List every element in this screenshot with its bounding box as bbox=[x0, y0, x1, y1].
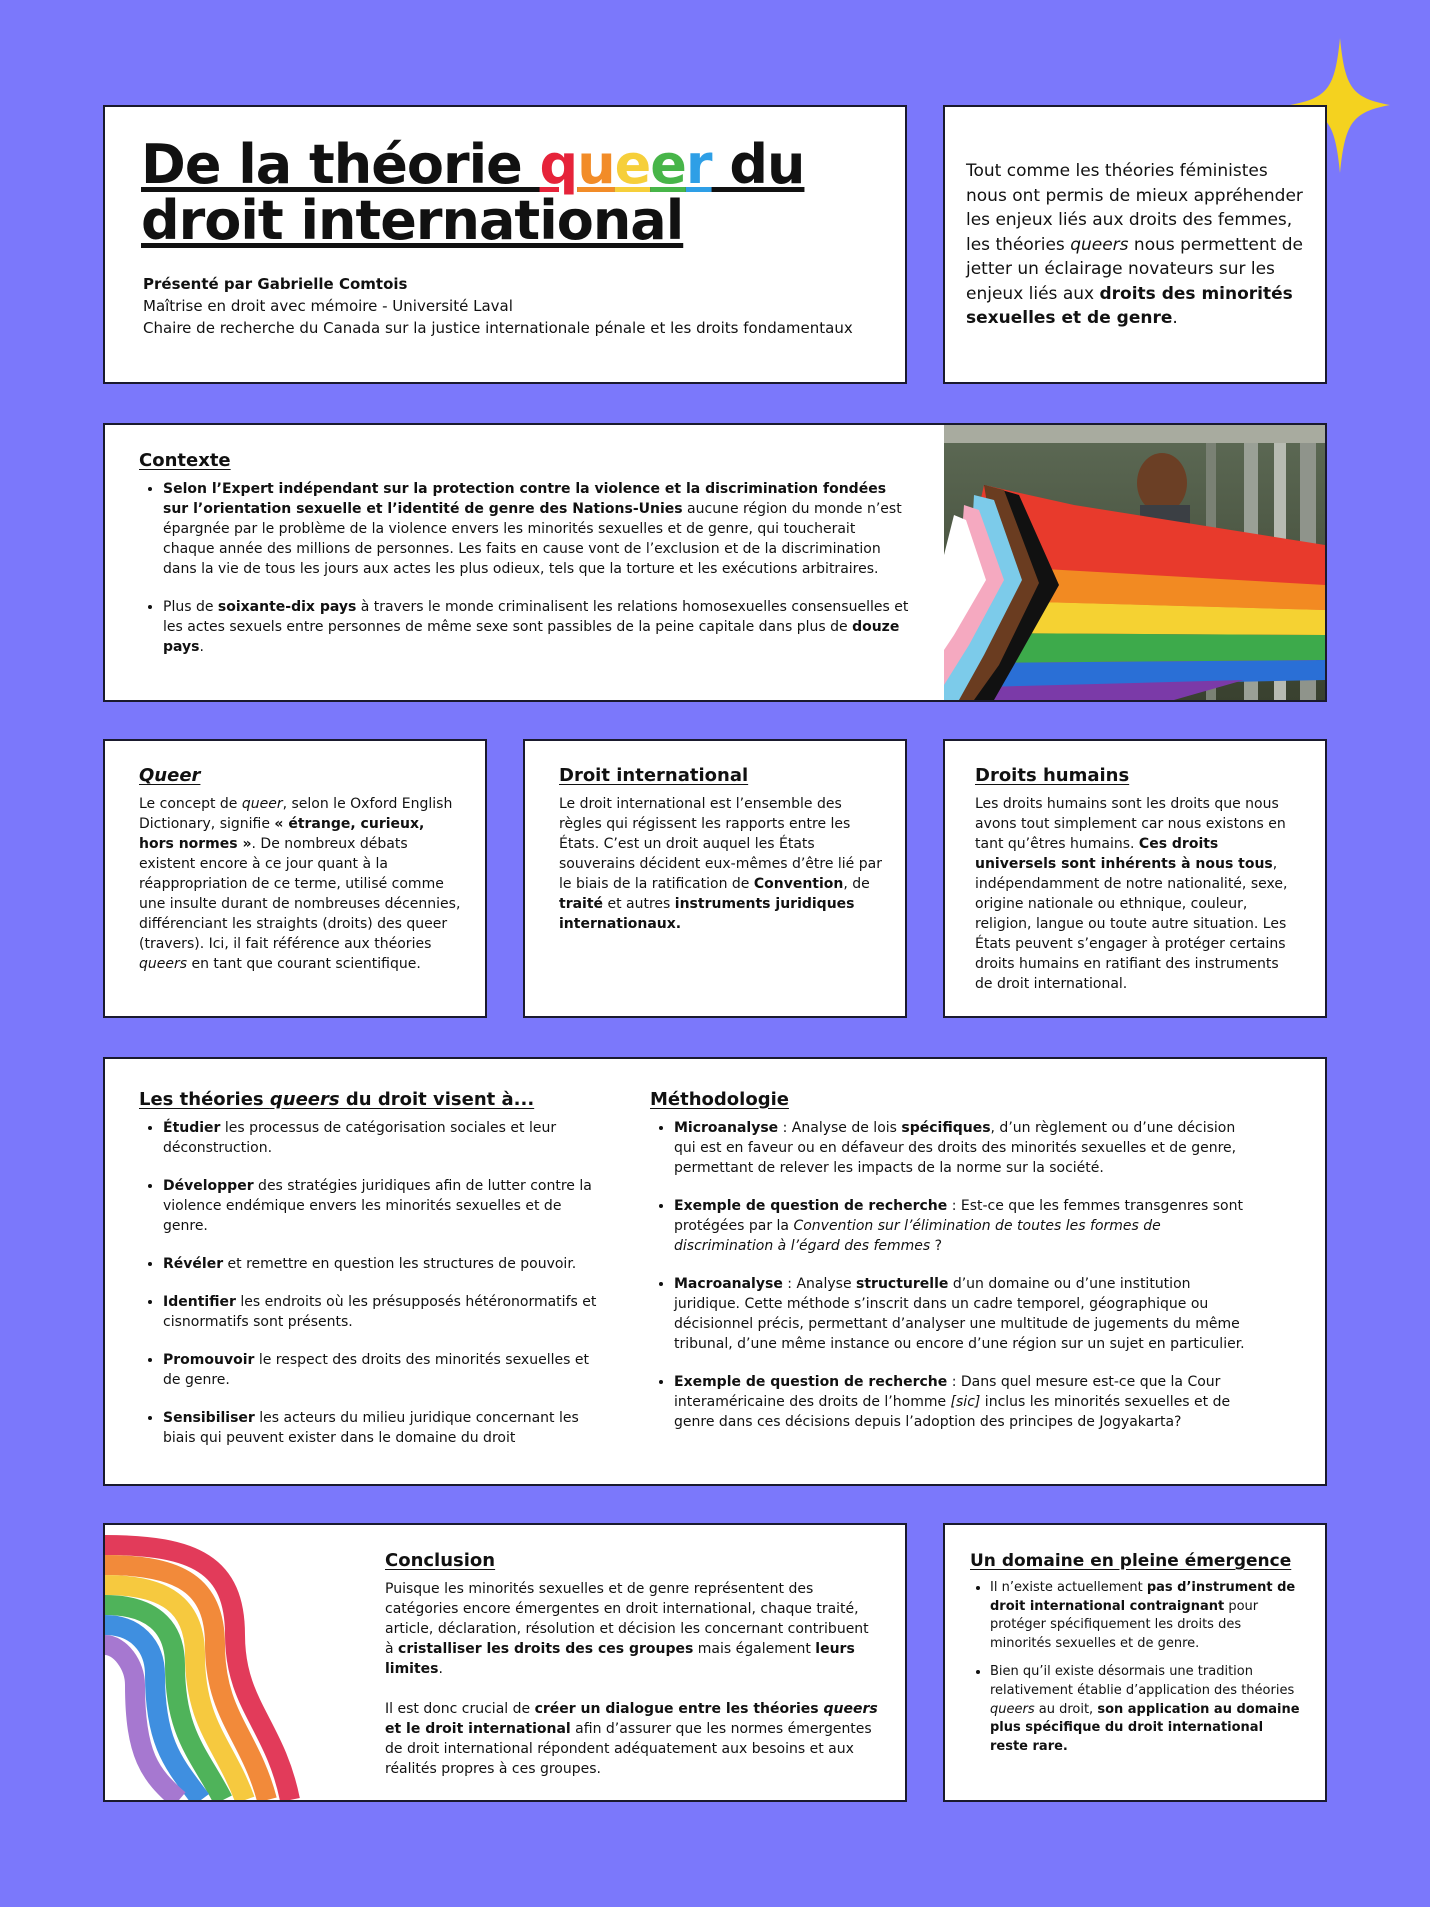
context-item-1-bold: Selon l’Expert indépendant sur la protection contre la violence et la discrimination fondées sur l’orientation sexuelle et l’identité de genre des Nations-Unies bbox=[163, 481, 887, 517]
conclusion-p2-c: queers bbox=[823, 1701, 878, 1717]
presenter-program: Maîtrise en droit avec mémoire - Université Laval bbox=[143, 297, 513, 315]
droit-international-text-4: traité bbox=[559, 896, 604, 912]
aims-item-1-bold: Étudier bbox=[163, 1120, 221, 1136]
methodology-item bbox=[674, 1274, 1260, 1354]
methodology-item-3-c: structurelle bbox=[856, 1276, 949, 1292]
queer-text-5: . De nombreux débats existent encore à ce jour quant à la réappropriation de ce terme, utilisé comme une insulte durant de nombreuses décennies, différenciant les straights (droits) des queer (travers). Ici, il fait référence aux théories bbox=[139, 836, 461, 952]
droits-humains-body bbox=[975, 765, 1300, 994]
emerging-heading: Un domaine en pleine émergence bbox=[970, 1551, 1292, 1571]
aims-methodology-card bbox=[103, 1057, 1327, 1486]
queer-card bbox=[103, 739, 487, 1018]
droits-humains-text bbox=[975, 794, 1300, 994]
conclusion-card bbox=[103, 1523, 907, 1802]
context-item-2-text-a: Plus de bbox=[163, 599, 218, 615]
droits-humains-text-1: Les droits humains sont les droits que nous avons tout simplement car nous existons en tant qu’êtres humains. bbox=[975, 796, 1286, 852]
aims-item-6-bold: Sensibiliser bbox=[163, 1410, 255, 1426]
conclusion-p1-c: mais également bbox=[693, 1641, 816, 1657]
context-item-2-bold-d: douze pays bbox=[163, 619, 900, 655]
droit-international-heading: Droit international bbox=[559, 765, 749, 786]
emerging-item-2-d: son application au domaine plus spécifique du droit international reste rare. bbox=[990, 1701, 1300, 1754]
aims-item-3-text: et remettre en question les structures de pouvoir. bbox=[223, 1256, 577, 1272]
emerging-body bbox=[970, 1551, 1305, 1756]
presenter-chair: Chaire de recherche du Canada sur la justice internationale pénale et les droits fondamentaux bbox=[143, 319, 853, 337]
queer-text-4: « étrange, curieux, hors normes » bbox=[139, 816, 425, 852]
methodology-item-1-d: , d’un règlement ou d’une décision qui est en faveur ou en défaveur des droits des minorités sexuelles et de genre, permettant de relever les impacts de la norme sur la société. bbox=[674, 1120, 1237, 1176]
droits-humains-card bbox=[943, 739, 1327, 1018]
droit-international-card bbox=[523, 739, 907, 1018]
droits-humains-heading: Droits humains bbox=[975, 765, 1130, 786]
aims-item-5-bold: Promouvoir bbox=[163, 1352, 255, 1368]
aims-column bbox=[139, 1089, 609, 1448]
aims-item-3-bold: Révéler bbox=[163, 1256, 224, 1272]
title-part-2: du bbox=[711, 133, 805, 196]
conclusion-paragraph-1 bbox=[385, 1579, 880, 1679]
title-part-1: De la théorie bbox=[141, 133, 540, 196]
context-item bbox=[163, 597, 909, 657]
queer-body bbox=[139, 765, 464, 974]
title-line-2: droit international bbox=[141, 189, 684, 252]
title-card bbox=[103, 105, 907, 384]
conclusion-p2-e: afin d’assurer que les normes émergentes de droit international répondent adéquatement aux besoins et aux réalités propres à ces groupes. bbox=[385, 1721, 872, 1777]
aims-item bbox=[163, 1292, 609, 1332]
methodology-item bbox=[674, 1372, 1260, 1432]
context-item-2-text-e: . bbox=[199, 639, 204, 655]
aims-heading bbox=[139, 1089, 609, 1110]
aims-item-4-bold: Identifier bbox=[163, 1294, 236, 1310]
emerging-item-2-b: queers bbox=[990, 1701, 1035, 1717]
queer-text-6: queers bbox=[139, 956, 188, 972]
intro-text-1: Tout comme les théories féministes nous ont permis de mieux appréhender les enjeux liés aux droits des femmes, les théories bbox=[966, 161, 1303, 255]
intro-text-5: . bbox=[1172, 308, 1178, 328]
intro-text-4: droits des minorités sexuelles et de genre bbox=[966, 283, 1293, 328]
methodology-heading: Méthodologie bbox=[650, 1089, 789, 1110]
methodology-item-4-b: : Dans quel mesure est-ce que la Cour interaméricaine des droits de l’homme bbox=[674, 1374, 1221, 1410]
context-list bbox=[139, 479, 909, 657]
queer-heading: Queer bbox=[139, 765, 201, 786]
rainbow-wave-decoration bbox=[105, 1525, 365, 1800]
emerging-item bbox=[990, 1579, 1305, 1653]
title-queer-word bbox=[540, 133, 712, 196]
emerging-domain-card bbox=[943, 1523, 1327, 1802]
context-item bbox=[163, 479, 909, 579]
queer-letter: u bbox=[577, 133, 615, 196]
methodology-item-1-b: : Analyse de lois bbox=[778, 1120, 902, 1136]
conclusion-p1-d: leurs limites bbox=[385, 1641, 855, 1677]
aims-item-2-bold: Développer bbox=[163, 1178, 254, 1194]
methodology-item-3-b: : Analyse bbox=[782, 1276, 857, 1292]
conclusion-p1-b: cristalliser les droits des ces groupes bbox=[398, 1641, 694, 1657]
aims-item bbox=[163, 1176, 609, 1236]
intro-card bbox=[943, 105, 1327, 384]
aims-item bbox=[163, 1350, 609, 1390]
aims-item bbox=[163, 1118, 609, 1158]
aims-item-2-text: des stratégies juridiques afin de lutter contre la violence endémique envers les minorités sexuelles et de genre. bbox=[163, 1178, 592, 1234]
methodology-item-3-a: Macroanalyse bbox=[674, 1276, 783, 1292]
conclusion-body bbox=[385, 1550, 880, 1779]
droits-humains-text-3: , indépendamment de notre nationalité, sexe, origine nationale ou ethnique, couleur, religion, langue ou toute autre situation. Les États peuvent s’engager à protéger certains droits humains en ratifiant des instruments de droit international. bbox=[975, 856, 1288, 992]
emerging-item bbox=[990, 1663, 1305, 1756]
emerging-item-1-c: pour protéger spécifiquement les droits des minorités sexuelles et de genre. bbox=[990, 1598, 1259, 1651]
context-body bbox=[139, 450, 909, 657]
presenter-name: Présenté par Gabrielle Comtois bbox=[143, 275, 408, 293]
emerging-list bbox=[970, 1579, 1305, 1756]
emerging-item-1-b: pas d’instrument de droit international contraignant bbox=[990, 1580, 1296, 1614]
poster-title bbox=[141, 133, 805, 252]
queer-text bbox=[139, 794, 464, 974]
droit-international-text-2: Convention bbox=[753, 876, 844, 892]
context-heading: Contexte bbox=[139, 450, 231, 471]
aims-heading-b: queers bbox=[269, 1089, 340, 1110]
aims-item-6-text: les acteurs du milieu juridique concernant les biais qui peuvent exister dans le domaine du droit bbox=[163, 1410, 579, 1446]
conclusion-p2-b: créer un dialogue entre les théories bbox=[534, 1701, 824, 1717]
aims-item-1-text: les processus de catégorisation sociales et leur déconstruction. bbox=[163, 1120, 557, 1156]
aims-item-5-text: le respect des droits des minorités sexuelles et de genre. bbox=[163, 1352, 589, 1388]
aims-item bbox=[163, 1254, 609, 1274]
aims-list bbox=[139, 1118, 609, 1448]
context-card bbox=[103, 423, 1327, 702]
methodology-item-4-d: inclus les minorités sexuelles et de genre dans ces décisions depuis l’adoption des principes de Jogyakarta? bbox=[674, 1394, 1231, 1430]
methodology-item-3-d: d’un domaine ou d’une institution juridique. Cette méthode s’inscrit dans un cadre temporel, géographique ou décisionnel précis, permettant d’analyser une multitude de jugements du même tribunal, d’une même instance ou encore d’une région sur un sujet en particulier. bbox=[674, 1276, 1245, 1352]
context-item-1-text: aucune région du monde n’est épargnée par le problème de la violence envers les minorités sexuelles et de genre, qui toucherait chaque année des millions de personnes. Les faits en cause vont de l’exclusion et de la discrimination dans la vie de tous les jours aux actes les plus odieux, tels que la torture et les exécutions arbitraires. bbox=[163, 501, 902, 577]
aims-heading-c: du droit visent à... bbox=[339, 1089, 535, 1110]
methodology-item-1-c: spécifiques bbox=[901, 1120, 991, 1136]
conclusion-heading: Conclusion bbox=[385, 1550, 496, 1571]
droit-international-body bbox=[559, 765, 884, 934]
queer-text-2: queer bbox=[241, 796, 283, 812]
conclusion-p1-a: Puisque les minorités sexuelles et de genre représentent des catégories encore émergentes en droit international, chaque traité, article, déclaration, résolution et décision les concernant contribuent à bbox=[385, 1581, 869, 1657]
droit-international-text-1: Le droit international est l’ensemble des règles qui régissent les rapports entre les États. C’est un droit auquel les États souverains décident eux-mêmes d’être lié par le biais de la ratification de bbox=[559, 796, 882, 892]
emerging-item-2-c: au droit, bbox=[1034, 1701, 1098, 1717]
droit-international-text bbox=[559, 794, 884, 934]
methodology-item-2-d: ? bbox=[930, 1238, 943, 1254]
droit-international-text-3: , de bbox=[843, 876, 870, 892]
methodology-item bbox=[674, 1118, 1260, 1178]
methodology-list bbox=[650, 1118, 1260, 1432]
methodology-item-2-c: Convention sur l’élimination de toutes les formes de discrimination à l’égard des femmes bbox=[674, 1218, 1161, 1254]
queer-letter: q bbox=[539, 133, 578, 196]
methodology-column bbox=[650, 1089, 1260, 1432]
queer-letter: e bbox=[650, 133, 686, 196]
droit-international-text-6: instruments juridiques internationaux. bbox=[559, 896, 855, 932]
queer-text-7: en tant que courant scientifique. bbox=[187, 956, 421, 972]
methodology-item-4-a: Exemple de question de recherche bbox=[674, 1374, 948, 1390]
droit-international-text-5: et autres bbox=[603, 896, 675, 912]
methodology-item-2-b: : Est-ce que les femmes transgenres sont protégées par la bbox=[674, 1198, 1243, 1234]
conclusion-paragraph-2 bbox=[385, 1699, 880, 1779]
methodology-item-2-a: Exemple de question de recherche bbox=[674, 1198, 948, 1214]
context-item-2-text-c: à travers le monde criminalisent les relations homosexuelles consensuelles et les actes sexuels entre personnes de même sexe sont passibles de la peine capitale dans plus de bbox=[163, 599, 909, 635]
context-item-2-bold-b: soixante-dix pays bbox=[217, 599, 357, 615]
emerging-item-1-a: Il n’existe actuellement bbox=[990, 1580, 1147, 1595]
conclusion-p1-e: . bbox=[438, 1661, 443, 1677]
queer-text-1: Le concept de bbox=[139, 796, 242, 812]
pride-flag-photo bbox=[944, 425, 1325, 700]
aims-heading-a: Les théories bbox=[139, 1089, 270, 1110]
aims-item-4-text: les endroits où les présupposés hétéronormatifs et cisnormatifs sont présents. bbox=[163, 1294, 597, 1330]
methodology-item bbox=[674, 1196, 1260, 1256]
conclusion-p2-a: Il est donc crucial de bbox=[385, 1701, 535, 1717]
intro-text-2: queers bbox=[1070, 234, 1129, 255]
aims-item bbox=[163, 1408, 609, 1448]
droits-humains-text-2: Ces droits universels sont inhérents à nous tous bbox=[975, 836, 1273, 872]
queer-letter: r bbox=[685, 133, 712, 196]
queer-text-3: , selon le Oxford English Dictionary, signifie bbox=[139, 796, 453, 832]
presenter-info bbox=[143, 273, 853, 339]
methodology-item-4-c: [sic] bbox=[950, 1394, 981, 1410]
emerging-item-2-a: Bien qu’il existe désormais une tradition relativement établie d’application des théories bbox=[990, 1664, 1295, 1698]
intro-text bbox=[966, 159, 1306, 331]
methodology-item-1-a: Microanalyse bbox=[674, 1120, 779, 1136]
intro-text-3: nous permettent de jetter un éclairage novateurs sur les enjeux liés aux bbox=[966, 234, 1303, 304]
queer-letter: e bbox=[614, 133, 651, 196]
conclusion-p2-d: et le droit international bbox=[385, 1721, 571, 1737]
